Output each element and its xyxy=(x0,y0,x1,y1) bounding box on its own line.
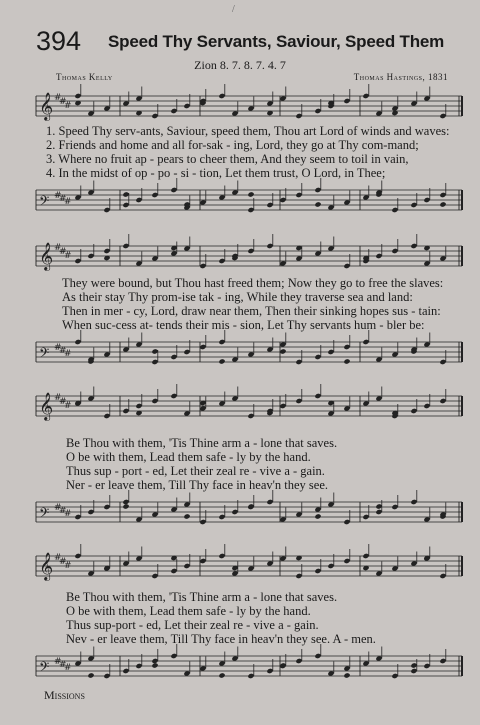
note-head xyxy=(314,201,321,207)
treble-clef-icon: 𝄞 xyxy=(39,242,54,270)
bass-clef-icon: 𝄢 xyxy=(39,345,50,364)
verse-line: 3. Where no fruit ap - pears to cheer them, And they seem to toil in vain, xyxy=(46,152,409,166)
bass-clef-icon: 𝄢 xyxy=(39,505,50,524)
sharp-icon: # xyxy=(59,557,67,567)
note-head xyxy=(183,513,190,519)
note-head xyxy=(122,503,129,509)
verse-line: Be Thou with them, 'Tis Thine arm a - lone that saves. xyxy=(66,436,338,450)
verse-line: When suc-cess at- tends their mis - sion, Let Thy servants hum - bler be: xyxy=(62,318,425,332)
bass-clef-icon: 𝄢 xyxy=(39,659,50,678)
sharp-icon: # xyxy=(64,561,72,571)
sharp-icon: # xyxy=(54,657,62,667)
verse-line: 2. Friends and home and all for-sak - ing, Lord, they go at Thy com-mand; xyxy=(46,138,419,152)
composer-credit: Thomas Hastings, 1831 xyxy=(353,72,448,82)
bass-staff-1 xyxy=(0,182,480,227)
sharp-icon: # xyxy=(59,660,67,670)
sharp-icon: # xyxy=(59,506,67,516)
verse-line: They were bound, but Thou hast freed them; Now they go to free the slaves: xyxy=(62,276,444,290)
hymn-title: Speed Thy Servants, Saviour, Speed Them xyxy=(108,32,445,51)
sharp-icon: # xyxy=(54,93,62,103)
note-head xyxy=(87,672,94,678)
verse-line: Be Thou with them, 'Tis Thine arm a - lone that saves. xyxy=(66,590,338,604)
sharp-icon: # xyxy=(54,343,62,353)
sharp-icon: # xyxy=(54,553,62,563)
verse-line: Nev - er leave them, Till Thy face in heav'n they see. A - men. xyxy=(66,632,376,646)
verse-line: Ner - er leave them, Till Thy face in heav'n they see. xyxy=(66,478,329,492)
author-credit: Thomas Kelly xyxy=(56,72,113,82)
sharp-icon: # xyxy=(64,251,72,261)
sharp-icon: # xyxy=(64,197,72,207)
verse-line: Thus sup - port - ed, Let their zeal re - vive a - gain. xyxy=(66,464,325,478)
treble-clef-icon: 𝄞 xyxy=(39,552,54,580)
page-mark: / xyxy=(232,4,235,15)
hymn-number: 394 xyxy=(36,26,82,56)
note-head xyxy=(343,672,350,678)
note-head xyxy=(439,201,446,207)
verse-line: Thus sup-port - ed, Let their zeal re - vive a - gain. xyxy=(66,618,319,632)
section-footer: Missions xyxy=(44,688,85,702)
sharp-icon: # xyxy=(64,401,72,411)
verse-line: 1. Speed Thy serv-ants, Saviour, speed them, Thou art Lord of winds and waves: xyxy=(46,124,450,138)
verse-line: O be with them, Lead them safe - ly by the hand. xyxy=(66,604,311,618)
sharp-icon: # xyxy=(64,349,72,359)
sharp-icon: # xyxy=(64,509,72,519)
bass-staff-3 xyxy=(0,494,480,539)
note-head xyxy=(218,672,225,678)
sharp-icon: # xyxy=(54,503,62,513)
note-head xyxy=(151,662,158,668)
sharp-icon: # xyxy=(59,346,67,356)
verse-line: Then in mer - cy, Lord, draw near them, Then their sinking hopes sus - tain: xyxy=(62,304,441,318)
bass-staff-4 xyxy=(0,648,480,693)
treble-staff-4 xyxy=(0,548,480,593)
note-head xyxy=(218,358,225,364)
treble-clef-icon: 𝄞 xyxy=(39,92,54,120)
sharp-icon: # xyxy=(59,194,67,204)
verse-line: As their stay Thy prom-ise tak - ing, While they traverse sea and land: xyxy=(62,290,413,304)
note-head xyxy=(314,513,321,519)
treble-clef-icon: 𝄞 xyxy=(39,392,54,420)
bass-clef-icon: 𝄢 xyxy=(39,193,50,212)
sharp-icon: # xyxy=(64,663,72,673)
sharp-icon: # xyxy=(54,243,62,253)
sharp-icon: # xyxy=(64,101,72,111)
sharp-icon: # xyxy=(59,97,67,107)
tune-name: Zion 8. 7. 8. 7. 4. 7 xyxy=(194,58,286,72)
verse-line: 4. In the midst of op - po - si - tion, Let them trust, O Lord, in Thee; xyxy=(46,166,386,180)
note-head xyxy=(279,348,286,354)
sharp-icon: # xyxy=(54,191,62,201)
verse-line: O be with them, Lead them safe - ly by the hand. xyxy=(66,450,311,464)
sharp-icon: # xyxy=(54,393,62,403)
treble-staff-3 xyxy=(0,388,480,433)
bass-staff-2 xyxy=(0,334,480,379)
note-head xyxy=(247,191,254,197)
sharp-icon: # xyxy=(59,247,67,257)
note-head xyxy=(343,358,350,364)
sharp-icon: # xyxy=(59,397,67,407)
